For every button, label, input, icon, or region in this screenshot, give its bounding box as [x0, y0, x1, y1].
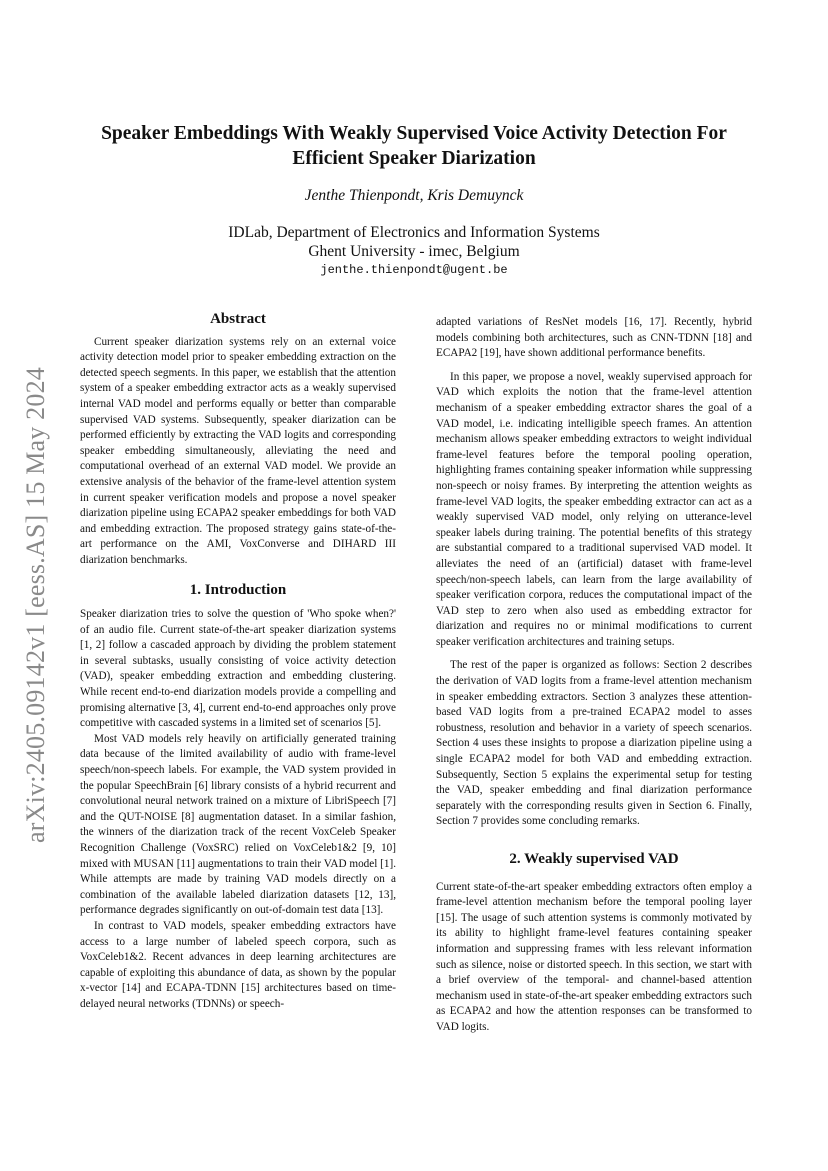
- paragraph-gap: [436, 650, 752, 658]
- arxiv-sidebar: [14, 340, 58, 870]
- right-column: [436, 315, 752, 1036]
- body-paragraph: adapted variations of ResNet models [16, 17]. Recently, hybrid models combining both architectures, such as CNN-TDNN [18] and ECAPA2 [19], have shown additional performance benefits.: [436, 316, 752, 360]
- introduction-heading: 1. Introduction: [189, 581, 287, 598]
- author-email: jenthe.thienpondt@ugent.be: [320, 263, 508, 277]
- affiliation-line-1: IDLab, Department of Electronics and Information Systems: [228, 224, 600, 241]
- affiliation-line-2: Ghent University - imec, Belgium: [308, 243, 520, 260]
- title-line-1: Speaker Embeddings With Weakly Supervised Voice Activity Detection For: [101, 123, 727, 144]
- arxiv-identifier: arXiv:2405.09142v1 [eess.AS] 15 May 2024: [21, 367, 50, 843]
- vad-paragraph: Current state-of-the-art speaker embedding extractors often employ a frame-level attention mechanism before the temporal pooling layer [15]. The usage of such attention systems is commonly motivated by its ability to highlight frame-level features containing speaker information and suppressing frames with less relevant information such as silence, noise or distorted speech. In this section, we start with a brief overview of the temporal- and channel-based attention mechanism used in state-of-the-art speaker embedding extractors such as ECAPA2 and how the attention responses can be transformed to VAD logits.: [436, 880, 752, 1033]
- title-line-2: Efficient Speaker Diarization: [292, 148, 536, 169]
- abstract-text: Current speaker diarization systems rely on an external voice activity detection model prior to speaker embedding extraction on the detected speech segments. In this paper, we establish that the attention system of a speaker embedding extractor acts as a weakly supervised internal VAD model and performs equally or better than comparable supervised VAD systems. Subsequently, speaker diarization can be performed efficiently by extracting the VAD logits and corresponding speaker embedding simultaneously, alleviating the need and computational overhead of an external VAD model. We provide an extensive analysis of the behavior of the frame-level attention system in current speaker verification models and propose a novel speaker diarization pipeline using ECAPA2 speaker embeddings for both VAD and embedding extraction. The proposed strategy gains state-of-the-art performance on the AMI, VoxConverse and DIHARD III diarization benchmarks.: [80, 335, 396, 566]
- affiliation: [80, 223, 748, 261]
- intro-paragraph: In contrast to VAD models, speaker embedding extractors have access to a large number of labeled speech corpora, such as VoxCeleb1&2. Recent advances in deep learning architectures are capable of exploiting this abundance of data, as shown by the popular x-vector [14] and ECAPA-TDNN [15] architectures based on time-delayed neural networks (TDNNs) or speech-: [80, 919, 396, 1010]
- intro-paragraph: Most VAD models rely heavily on artificially generated training data because of the limited availability of audio with frame-level speech/non-speech labels. For example, the VAD system provided in the popular SpeechBrain [6] library consists of a hybrid recurrent and convolutional neural network trained on a mixture of LibriSpeech [7] and the QUT-NOISE [8] augmentation dataset. In a similar fashion, the winners of the diarization track of the recent VoxCeleb Speaker Recognition Challenge (VoxSRC) relied on VoxCeleb1&2 [9, 10] mixed with MUSAN [11] augmentations to train their VAD model [1]. While attempts are made by training VAD models directly on a combination of the available labeled diarization datasets [12, 13], performance degrades significantly on out-of-domain test data [13].: [80, 732, 396, 917]
- intro-paragraph: Speaker diarization tries to solve the question of 'Who spoke when?' of an audio file. Current state-of-the-art speaker diarization systems [1, 2] follow a cascaded approach by dividing the problem statement in several subtasks, usually consisting of voice activity detection (VAD), speaker embedding extraction and embedding clustering. While recent end-to-end diarization models provide a compelling and promising alternative [3, 4], current end-to-end approaches only prove competitive with cascaded systems in a limited set of scenarios [5].: [80, 608, 396, 730]
- body-paragraph: In this paper, we propose a novel, weakly supervised approach for VAD which exploits the notion that the frame-level attention mechanism of a speaker embedding extractor shares the goal of a VAD model, i.e. indicating intelligible speech frames. An attention mechanism allows speaker embedding extractors to weight individual frame-level features before the temporal pooling operation, highlighting frames containing speaker information while suppressing non-speech or noisy frames. By interpreting the attention weights as frame-level VAD logits, the speaker embedding extractor can act as a weakly supervised VAD model, only relying on utterance-level speaker labels during training. The potential benefits of this strategy are substantial compared to a traditional supervised VAD model. It alleviates the need of an (artificial) dataset with frame-level speech/non-speech labels, can learn from the large availability of speaker verification corpora, reduces the computational impact of the VAD step to zero when also used as embedding extractor for diarization and requires no or minimal modifications to current speaker verification architectures and training setups.: [436, 370, 752, 648]
- author-list: Jenthe Thienpondt, Kris Demuynck: [304, 187, 524, 204]
- left-column: [80, 312, 396, 1013]
- vad-section-heading: 2. Weakly supervised VAD: [509, 851, 679, 867]
- paper-title: [80, 121, 748, 171]
- body-paragraph: The rest of the paper is organized as follows: Section 2 describes the derivation of VAD logits from a frame-level attention mechanism in speaker embedding extractors. Section 3 analyzes these attention-based VAD logits from a pre-trained ECAPA2 model to asses robustness, resolution and behavior in a variety of speech scenarios. Section 4 uses these insights to propose a diarization pipeline using a single ECAPA2 model for both VAD and embedding extraction. Subsequently, Section 5 explains the experimental setup for testing the VAD, speaker embedding and final diarization performance separately with the corresponding results given in Section 6. Finally, Section 7 provides some concluding remarks.: [436, 659, 752, 828]
- paragraph-gap: [436, 362, 752, 370]
- abstract-heading: Abstract: [210, 311, 266, 327]
